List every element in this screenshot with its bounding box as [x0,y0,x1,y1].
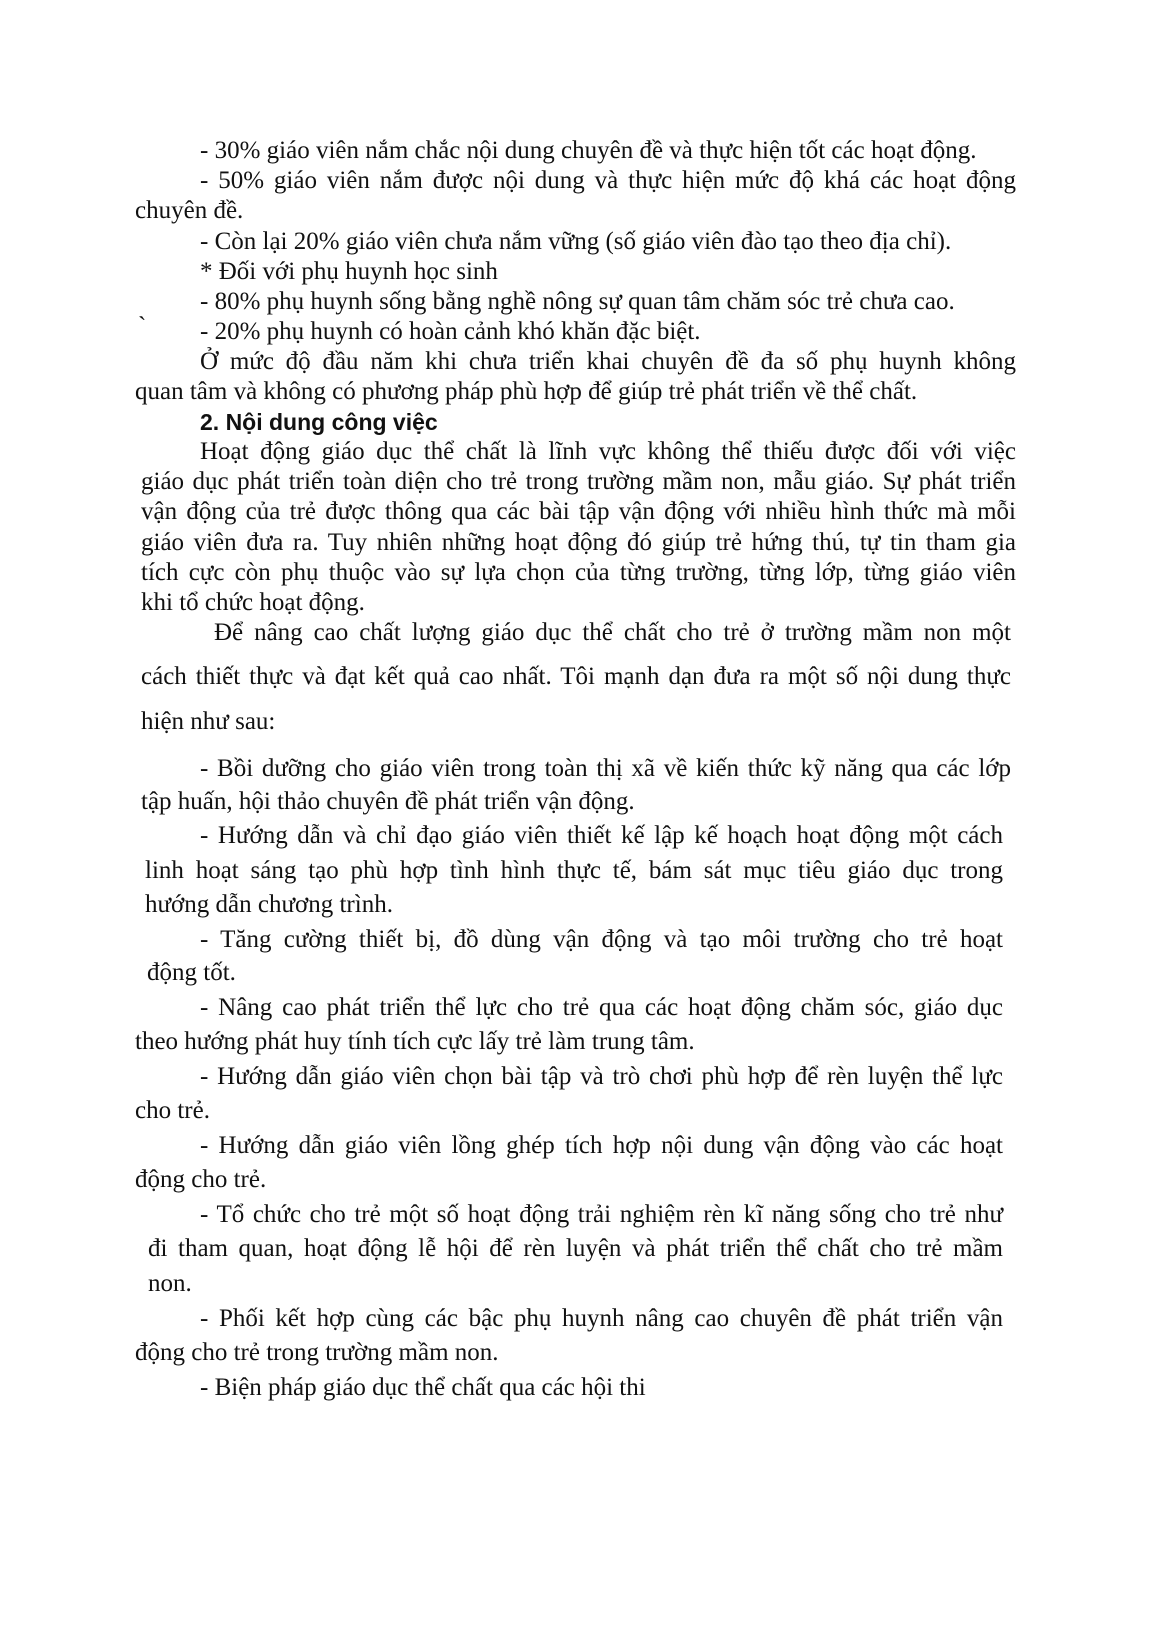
text-line: cách thiết thực và đạt kết quả cao nhất. Tôi mạnh dạn đưa ra một số nội dung thực [141,663,1011,690]
text-line: non. [148,1270,192,1297]
text-line: động cho trẻ trong trường mầm non. [135,1339,499,1366]
text-line: Ở mức độ đầu năm khi chưa triển khai chuyên đề đa số phụ huynh không [200,348,1016,375]
section-heading: 2. Nội dung công việc [200,409,438,435]
text-line: - 50% giáo viên nắm được nội dung và thực hiện mức độ khá các hoạt động [200,167,1016,194]
text-line: Để nâng cao chất lượng giáo dục thể chất cho trẻ ở trường mầm non một [214,619,1011,646]
text-line: giáo dục phát triển toàn diện cho trẻ trong trường mầm non, mẫu giáo. Sự phát triển [141,468,1016,495]
text-line: Hoạt động giáo dục thể chất là lĩnh vực không thể thiếu được đối với việc [200,438,1016,465]
stray-mark: ` [138,313,147,340]
text-line: - Bồi dưỡng cho giáo viên trong toàn thị xã về kiến thức kỹ năng qua các lớp [200,755,1011,782]
text-line: tích cực còn phụ thuộc vào sự lựa chọn của từng trường, từng lớp, từng giáo viên [141,559,1016,586]
text-line: linh hoạt sáng tạo phù hợp tình hình thực tế, bám sát mục tiêu giáo dục trong [145,857,1003,884]
text-line: - Hướng dẫn giáo viên lồng ghép tích hợp nội dung vận động vào các hoạt [200,1132,1003,1159]
text-line: - 80% phụ huynh sống bằng nghề nông sự quan tâm chăm sóc trẻ chưa cao. [200,288,955,315]
text-line: hướng dẫn chương trình. [145,891,393,918]
text-line: động tốt. [147,959,236,986]
text-line: động cho trẻ. [135,1166,267,1193]
text-line: - Còn lại 20% giáo viên chưa nắm vững (số giáo viên đào tạo theo địa chỉ). [200,228,952,255]
text-line: giáo viên đưa ra. Tuy nhiên những hoạt động đó giúp trẻ hứng thú, tự tin tham gia [141,529,1016,556]
text-line: chuyên đề. [135,197,244,224]
text-line: tập huấn, hội thảo chuyên đề phát triển vận động. [141,788,635,815]
text-line: - Tổ chức cho trẻ một số hoạt động trải nghiệm rèn kĩ năng sống cho trẻ như [200,1201,1003,1228]
text-line: theo hướng phát huy tính tích cực lấy trẻ làm trung tâm. [135,1028,695,1055]
text-line: khi tổ chức hoạt động. [141,589,365,616]
text-line: * Đối với phụ huynh học sinh [200,258,498,285]
text-line: cho trẻ. [135,1097,210,1124]
text-line: - 20% phụ huynh có hoàn cảnh khó khăn đặc biệt. [200,318,701,345]
text-line: - Hướng dẫn giáo viên chọn bài tập và trò chơi phù hợp để rèn luyện thể lực [200,1063,1003,1090]
text-line: vận động của trẻ được thông qua các bài tập vận động với nhiều hình thức mà mỗi [141,498,1016,525]
text-line: hiện như sau: [141,708,276,735]
text-line: - Tăng cường thiết bị, đồ dùng vận động và tạo môi trường cho trẻ hoạt [200,926,1003,953]
text-line: đi tham quan, hoạt động lễ hội để rèn luyện và phát triển thể chất cho trẻ mầm [148,1235,1003,1262]
text-line: - Hướng dẫn và chỉ đạo giáo viên thiết kế lập kế hoạch hoạt động một cách [200,822,1003,849]
text-line: - 30% giáo viên nắm chắc nội dung chuyên đề và thực hiện tốt các hoạt động. [200,137,977,164]
text-line: - Biện pháp giáo dục thể chất qua các hội thi [200,1374,646,1401]
text-line: - Phối kết hợp cùng các bậc phụ huynh nâng cao chuyên đề phát triển vận [200,1305,1003,1332]
text-line: - Nâng cao phát triển thể lực cho trẻ qua các hoạt động chăm sóc, giáo dục [200,994,1003,1021]
text-line: quan tâm và không có phương pháp phù hợp để giúp trẻ phát triển về thể chất. [135,378,918,405]
